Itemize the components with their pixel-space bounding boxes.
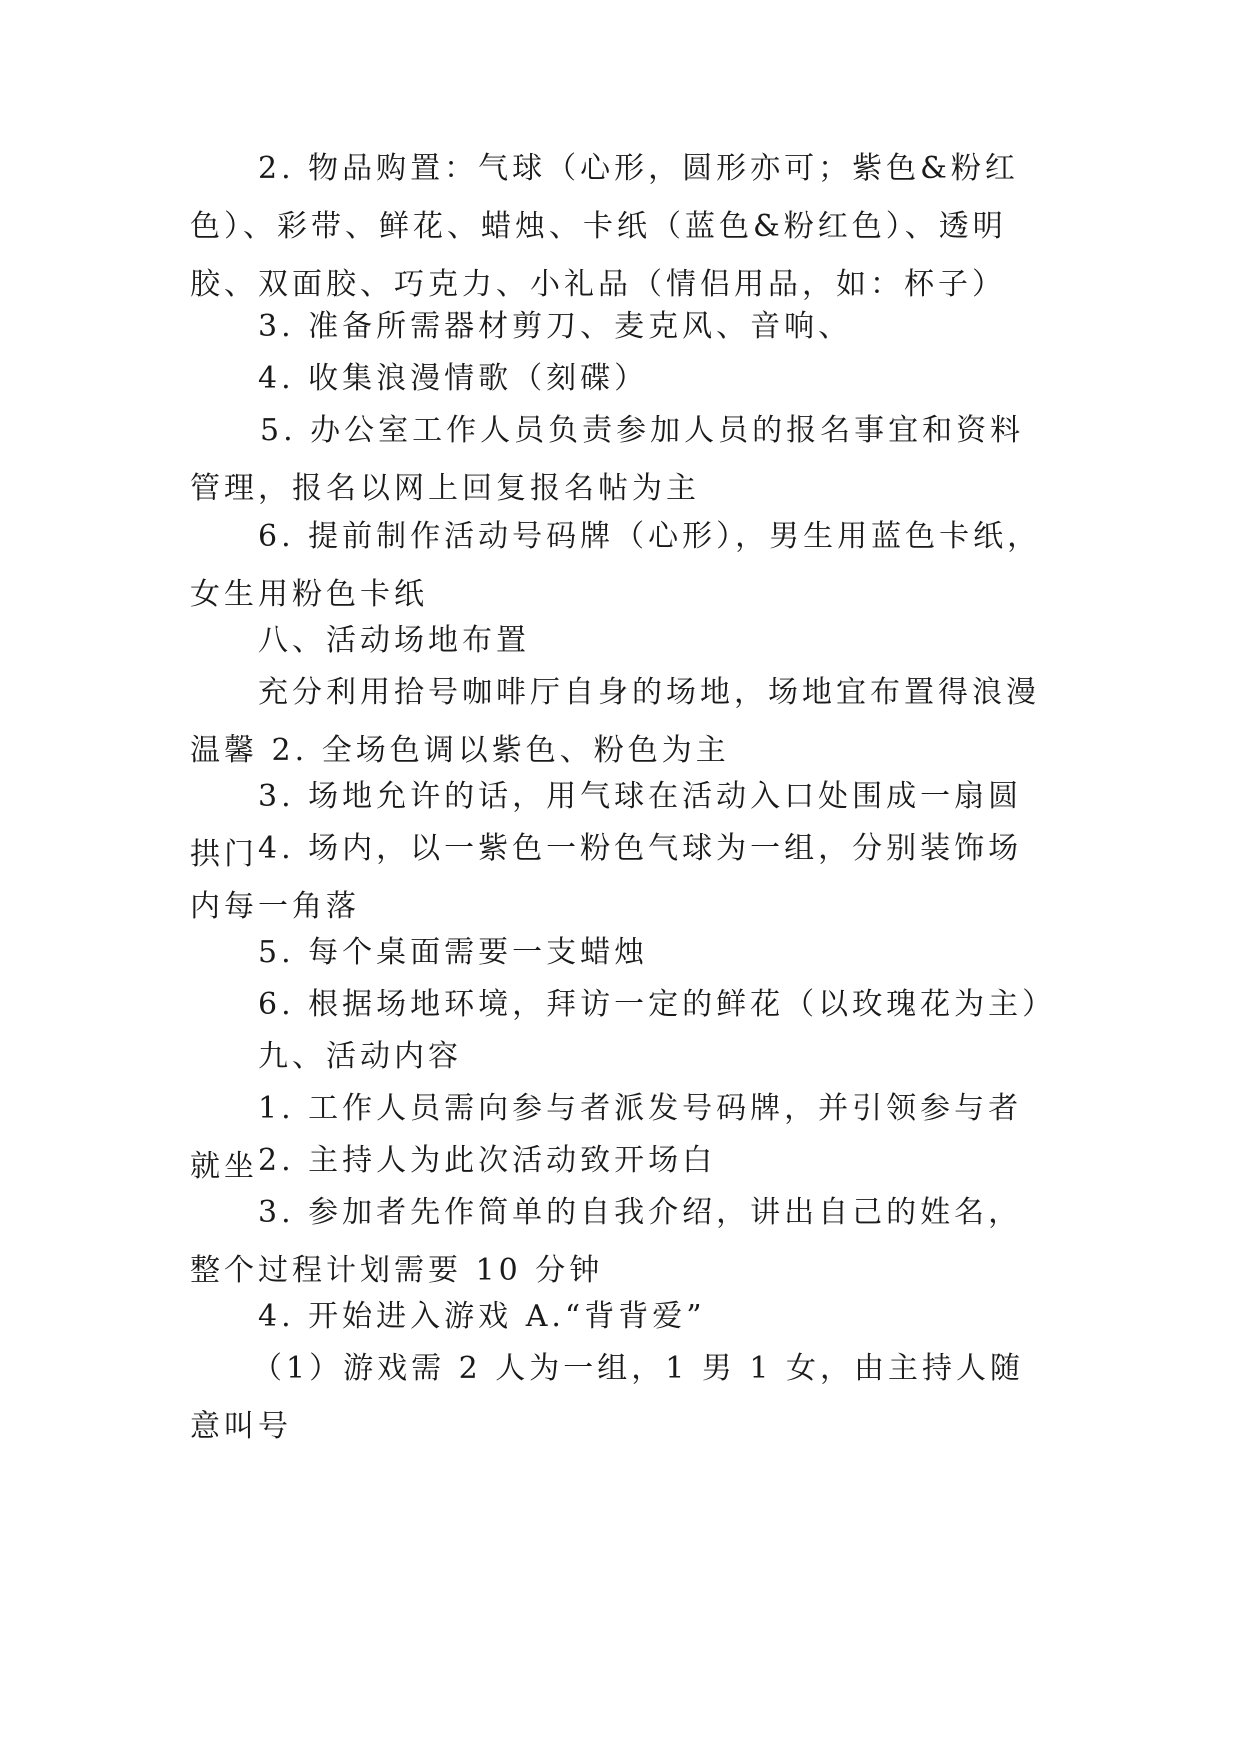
paragraph-venue-use: 充分利用拾号咖啡厅自身的场地，场地宜布置得浪漫温馨 2. 全场色调以紫色、粉色为主 xyxy=(190,675,1040,768)
paragraph-staff-tags: 1. 工作人员需向参与者派发号码牌，并引领参与者就坐 xyxy=(190,1091,1023,1184)
paragraph-registration: 5. 办公室工作人员负责参加人员的报名事宜和资料管理，报名以网上回复报名帖为主 xyxy=(190,413,1025,506)
section-heading-activities: 九、活动内容 xyxy=(258,1039,462,1074)
paragraph-supplies: 2. 物品购置：气球（心形，圆形亦可；紫色&粉红色）、彩带、鲜花、蜡烛、卡纸（蓝色&粉红色）、透明胶、双面胶、巧克力、小礼品（情侣用品，如：杯子） xyxy=(190,151,1019,302)
paragraph-candles: 5. 每个桌面需要一支蜡烛 xyxy=(258,935,649,970)
paragraph-game-start: 4. 开始进入游戏 A.“背背爱” xyxy=(258,1299,706,1334)
paragraph-equipment: 3. 准备所需器材剪刀、麦克风、音响、 xyxy=(258,309,853,344)
paragraph-balloon-arch: 3. 场地允许的话，用气球在活动入口处围成一扇圆拱门 xyxy=(190,779,1023,872)
paragraph-self-intro: 3. 参加者先作简单的自我介绍，讲出自己的姓名，整个过程计划需要 10 分钟 xyxy=(190,1195,1023,1288)
paragraph-game-rule-1: （1）游戏需 2 人为一组，1 男 1 女，由主持人随意叫号 xyxy=(190,1351,1025,1444)
paragraph-love-songs: 4. 收集浪漫情歌（刻碟） xyxy=(258,361,649,396)
paragraph-balloon-corners: 4. 场内，以一紫色一粉色气球为一组，分别装饰场内每一角落 xyxy=(190,831,1023,924)
section-heading-venue: 八、活动场地布置 xyxy=(258,623,530,658)
paragraph-host-opening: 2. 主持人为此次活动致开场白 xyxy=(258,1143,717,1178)
paragraph-flowers: 6. 根据场地环境，拜访一定的鲜花（以玫瑰花为主） xyxy=(258,987,1057,1022)
paragraph-number-tags: 6. 提前制作活动号码牌（心形），男生用蓝色卡纸，女生用粉色卡纸 xyxy=(190,519,1042,612)
